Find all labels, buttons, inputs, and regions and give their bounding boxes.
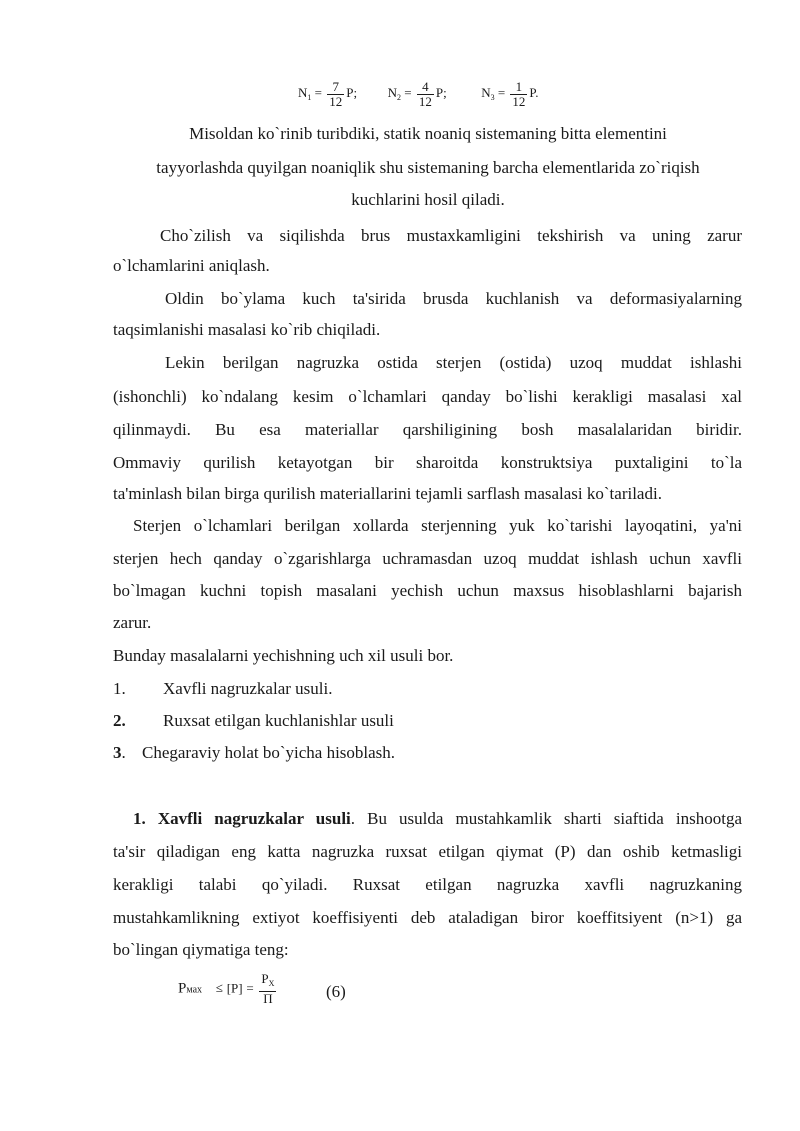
center-line: Misoldan ko`rinib turibdiki, statik noaniq sistemaning bitta elementini <box>189 124 667 143</box>
formula-n-values <box>298 80 538 109</box>
n2-rhs: P <box>435 85 444 101</box>
n1-fraction <box>327 80 344 109</box>
list-item-text: Ruxsat etilgan kuchlanishlar usuli <box>163 711 394 730</box>
formula-n1 <box>298 79 360 109</box>
n3-sep: . <box>535 85 539 101</box>
paragraph-line <box>133 809 742 829</box>
center-line: tayyorlashda quyilgan noaniqlik shu sistemaning barcha elementlarida zo`riqish <box>156 158 700 177</box>
paragraph-line: Lekin berilgan nagruzka ostida sterjen (ostida) uzoq muddat ishlashi <box>165 353 742 372</box>
n1-rhs: P <box>346 85 354 101</box>
formula-6 <box>178 972 278 1006</box>
n1-eq: = <box>314 85 322 101</box>
center-line: kuchlarini hosil qiladi. <box>351 190 505 209</box>
f6-fraction <box>259 972 276 1006</box>
paragraph-line: sterjen hech qanday o`zgarishlarga uchramasdan uzoq muddat ishlash uchun xavfli <box>113 549 742 568</box>
n3-eq: = <box>497 85 506 101</box>
paragraph-line: mustahkamlikning extiyot koeffisiyenti deb ataladigan biror koeffitsiyent (n>1) ga <box>113 908 742 927</box>
list-number: 2. <box>113 711 126 730</box>
n2-eq: = <box>404 85 412 101</box>
paragraph-line: Cho`zilish va siqilishda brus mustaxkamligini tekshirish va uning zarur <box>160 226 742 245</box>
n3-sub: 3 <box>490 93 495 103</box>
n2-sep: ; <box>443 85 447 101</box>
n3-num: 1 <box>510 80 527 95</box>
paragraph-text: . Bu usulda mustahkamlik sharti siaftida inshootga <box>350 809 742 828</box>
n1-num: 7 <box>327 80 344 95</box>
n3-symbol: N <box>481 85 491 101</box>
formula-n3 <box>481 79 539 109</box>
paragraph-line: Ommaviy qurilish ketayotgan bir sharoitda konstruktsiya puxtaligini to`la <box>113 453 742 472</box>
section-heading: 1. Xavfli nagruzkalar usuli <box>133 809 351 828</box>
n1-sep: ; <box>353 85 358 101</box>
paragraph-line: Bunday masalalarni yechishning uch xil usuli bor. <box>113 646 454 665</box>
formula-n2 <box>387 79 450 109</box>
f6-num: P <box>261 971 269 986</box>
n2-symbol: N <box>387 85 397 101</box>
list-item-text: Chegaraviy holat bo`yicha hisoblash. <box>142 743 396 762</box>
equation-number: (6) <box>326 982 346 1001</box>
f6-den: П <box>263 991 273 1006</box>
paragraph-line: (ishonchli) ko`ndalang kesim o`lchamlari qanday bo`lishi kerakligi masalasi xal <box>113 387 742 406</box>
f6-bracket: [P] <box>226 980 243 996</box>
f6-lhs: P <box>178 980 187 997</box>
f6-eq: = <box>246 980 254 996</box>
paragraph-line: kerakligi talabi qo`yiladi. Ruxsat etilgan nagruzka xavfli nagruzkaning <box>113 875 742 894</box>
n3-fraction <box>510 80 527 109</box>
paragraph-line: ta'sir qiladigan eng katta nagruzka ruxsat etilgan qiymat (P) dan oshib ketmasligi <box>113 842 742 861</box>
paragraph-line: bo`lmagan kuchni topish masalani yechish uchun maxsus hisoblashlarni bajarish <box>113 581 742 600</box>
n3-rhs: P <box>529 85 536 101</box>
n3-den: 12 <box>512 94 526 109</box>
f6-lhs-sub: мах <box>186 984 203 996</box>
n2-den: 12 <box>418 94 432 109</box>
list-dot: . <box>121 743 126 762</box>
n1-sub: 1 <box>307 93 312 103</box>
paragraph-line: ta'minlash bilan birga qurilish materiallarini tejamli sarflash masalasi ko`tariladi. <box>113 484 662 503</box>
paragraph-line: Sterjen o`lchamlari berilgan xollarda sterjenning yuk ko`tarishi layoqatini, ya'ni <box>133 516 742 535</box>
list-item-text: Xavfli nagruzkalar usuli. <box>163 679 333 698</box>
list-item <box>113 679 126 699</box>
list-number: 1. <box>113 679 126 698</box>
n2-fraction <box>417 80 434 109</box>
list-number: 3 <box>113 743 122 762</box>
n2-sub: 2 <box>396 93 401 103</box>
paragraph-line: qilinmaydi. Bu esa materiallar qarshiligining bosh masalalaridan biridir. <box>113 420 742 439</box>
n1-symbol: N <box>298 85 308 101</box>
n1-den: 12 <box>329 94 343 109</box>
f6-num-sub: X <box>268 979 275 988</box>
n2-num: 4 <box>417 80 434 95</box>
f6-leq: ≤ <box>215 980 223 996</box>
paragraph-line: o`lchamlarini aniqlash. <box>113 256 270 275</box>
list-item <box>113 743 126 763</box>
paragraph-line: taqsimlanishi masalasi ko`rib chiqiladi. <box>113 320 381 339</box>
paragraph-line: bo`lingan qiymatiga teng: <box>113 940 289 959</box>
paragraph-line: Oldin bo`ylama kuch ta'sirida brusda kuchlanish va deformasiyalarning <box>165 289 742 308</box>
paragraph-line: zarur. <box>113 613 152 632</box>
